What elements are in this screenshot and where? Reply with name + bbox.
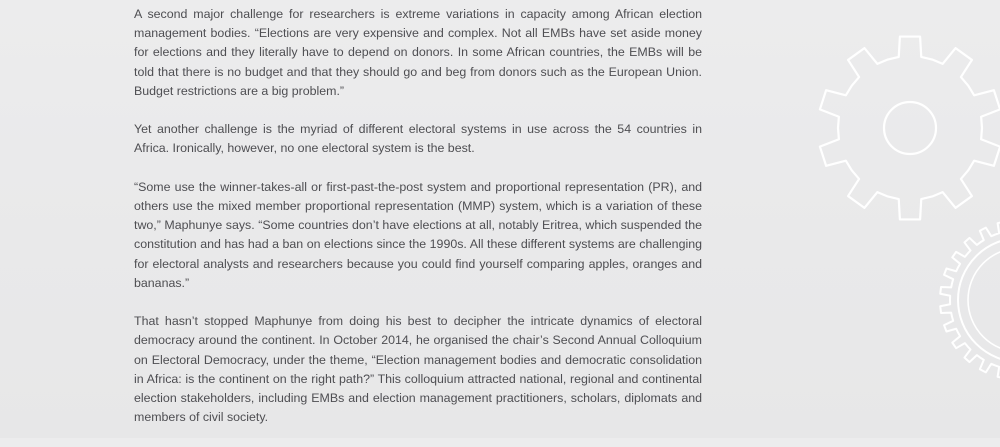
gear-ring-icon [940, 220, 1000, 380]
paragraph-4: That hasn’t stopped Maphunye from doing his best to decipher the intricate dynamics of electoral democracy around the continent. In October 2014, he organised the chair’s Second Annual Colloquium on Electoral Democracy, under the theme, “Election management bodies and democratic consolidation in Africa: is the continent on the right path?” This colloquium attracted national, regional and continental election stakeholders, including EMBs and election management practitioners, scholars, diplomats and members of civil society. [134, 314, 702, 425]
gear-outline-shape [820, 37, 1000, 220]
gear-outline-icon [820, 37, 1000, 220]
gear-ring-core-circle [968, 248, 1000, 352]
gear-decoration [780, 0, 1000, 438]
paragraph-3: “Some use the winner-takes-all or first-past-the-post system and proportional representation (PR), and others use the mixed member proportional representation (MMP) system, which is a variation of these two,” Maphunye says. “Some countries don’t have elections at all, notably Eritrea, which suspended the constitution and has had a ban on elections since the 1990s. All these different systems are challenging for electoral analysts and researchers because you could find yourself comparing apples, oranges and bananas.” [134, 179, 702, 290]
paragraph-1: A second major challenge for researchers is extreme variations in capacity among African election management bodies. “Elections are very expensive and complex. Not all EMBs have set aside money for elections and they literally have to depend on donors. In some African countries, the EMBs will be told that there is no budget and that they should go and beg from donors such as the European Union. Budget restrictions are a big problem.” [134, 7, 702, 98]
article-body [134, 5, 702, 447]
gear-hub-circle [884, 102, 936, 154]
paragraph-2: Yet another challenge is the myriad of different electoral systems in use across the 54 countries in Africa. Ironically, however, no one electoral system is the best. [134, 122, 702, 156]
gear-ring-outer-shape [940, 220, 1000, 380]
